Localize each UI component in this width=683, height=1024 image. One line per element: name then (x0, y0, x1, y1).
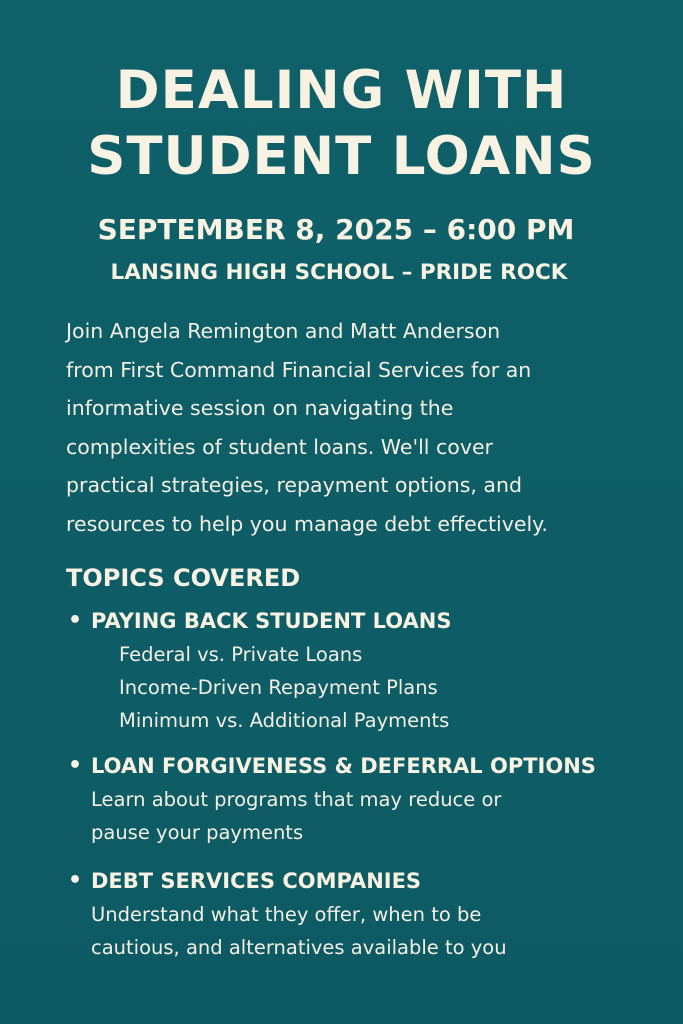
topic-description-line: pause your payments (91, 821, 304, 844)
topic-title (66, 604, 676, 638)
intro-line: complexities of student loans. We'll cover (66, 434, 493, 459)
bullet-icon: • (68, 868, 83, 893)
event-title-line-1: DEALING WITH (115, 60, 568, 121)
topic-subitem: Minimum vs. Additional Payments (119, 709, 450, 732)
event-title-line-2: STUDENT LOANS (87, 126, 596, 187)
intro-line: practical strategies, repayment options, and (66, 473, 522, 497)
intro-line: resources to help you manage debt effectively. (66, 511, 548, 536)
topics-heading: TOPICS COVERED (66, 564, 301, 592)
event-venue: LANSING HIGH SCHOOL – PRIDE ROCK (110, 260, 568, 285)
bullet-icon: • (68, 608, 83, 633)
event-title (0, 58, 683, 190)
topic-title-label: PAYING BACK STUDENT LOANS (91, 609, 452, 633)
intro-line: from First Command Financial Services for an (66, 357, 532, 382)
topic-subitem: Income-Driven Repayment Plans (119, 676, 438, 699)
event-date-time: SEPTEMBER 8, 2025 – 6:00 PM (97, 213, 575, 246)
topic-description-line: Understand what they offer, when to be (91, 903, 482, 926)
intro-line: Join Angela Remington and Matt Anderson (66, 319, 501, 343)
intro-line: informative session on navigating the (66, 396, 454, 420)
topic-description-line: Learn about programs that may reduce or (91, 788, 502, 811)
bullet-icon: • (68, 753, 83, 778)
topic-subitem: Federal vs. Private Loans (119, 643, 363, 666)
topic-title (66, 749, 676, 783)
topic-item (66, 604, 676, 737)
topic-item (66, 864, 676, 964)
topic-title-label: LOAN FORGIVENESS & DEFERRAL OPTIONS (91, 754, 596, 778)
topic-title (66, 864, 676, 898)
intro-paragraph (66, 312, 666, 543)
topic-description-line: cautious, and alternatives available to you (91, 936, 507, 959)
topic-item (66, 749, 676, 849)
topic-title-label: DEBT SERVICES COMPANIES (91, 869, 422, 893)
